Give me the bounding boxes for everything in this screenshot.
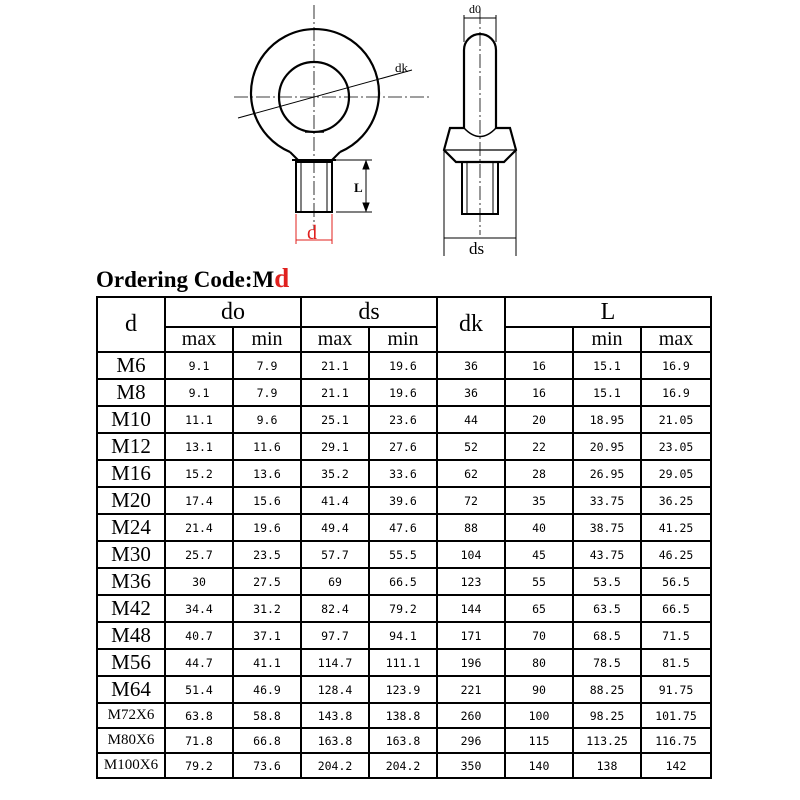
ds-max-cell: 128.4 bbox=[301, 676, 369, 703]
do-min-cell: 73.6 bbox=[233, 753, 301, 778]
L-nominal-cell: 40 bbox=[505, 514, 573, 541]
dk-cell: 44 bbox=[437, 406, 505, 433]
do-max-header: max bbox=[165, 327, 233, 352]
L-max-cell: 66.5 bbox=[641, 595, 711, 622]
ds-max-cell: 21.1 bbox=[301, 352, 369, 379]
do-min-cell: 9.6 bbox=[233, 406, 301, 433]
do-min-cell: 27.5 bbox=[233, 568, 301, 595]
L-nominal-cell: 55 bbox=[505, 568, 573, 595]
ds-min-header: min bbox=[369, 327, 437, 352]
label-d: d bbox=[307, 222, 317, 244]
L-max-cell: 56.5 bbox=[641, 568, 711, 595]
size-cell: M12 bbox=[97, 433, 165, 460]
table-row bbox=[97, 703, 711, 728]
table-row bbox=[97, 541, 711, 568]
L-min-cell: 38.75 bbox=[573, 514, 641, 541]
ds-min-cell: 79.2 bbox=[369, 595, 437, 622]
L-max-cell: 101.75 bbox=[641, 703, 711, 728]
do-min-cell: 19.6 bbox=[233, 514, 301, 541]
do-min-cell: 11.6 bbox=[233, 433, 301, 460]
do-max-cell: 79.2 bbox=[165, 753, 233, 778]
front-view bbox=[234, 5, 430, 244]
do-max-cell: 44.7 bbox=[165, 649, 233, 676]
do-min-header: min bbox=[233, 327, 301, 352]
dk-cell: 260 bbox=[437, 703, 505, 728]
L-nominal-header bbox=[505, 327, 573, 352]
label-ds: ds bbox=[469, 239, 485, 258]
L-max-cell: 21.05 bbox=[641, 406, 711, 433]
do-max-cell: 51.4 bbox=[165, 676, 233, 703]
side-view bbox=[444, 10, 516, 256]
L-min-cell: 15.1 bbox=[573, 379, 641, 406]
do-min-cell: 31.2 bbox=[233, 595, 301, 622]
spec-table-body bbox=[97, 352, 711, 778]
dk-cell: 296 bbox=[437, 728, 505, 753]
size-cell: M42 bbox=[97, 595, 165, 622]
ds-min-cell: 163.8 bbox=[369, 728, 437, 753]
do-min-cell: 41.1 bbox=[233, 649, 301, 676]
table-row bbox=[97, 728, 711, 753]
table-row bbox=[97, 622, 711, 649]
L-max-cell: 41.25 bbox=[641, 514, 711, 541]
L-nominal-cell: 22 bbox=[505, 433, 573, 460]
L-min-cell: 63.5 bbox=[573, 595, 641, 622]
ds-max-header: max bbox=[301, 327, 369, 352]
size-cell: M10 bbox=[97, 406, 165, 433]
subheader-row bbox=[97, 327, 711, 352]
ds-max-cell: 97.7 bbox=[301, 622, 369, 649]
ds-min-cell: 27.6 bbox=[369, 433, 437, 460]
L-nominal-cell: 65 bbox=[505, 595, 573, 622]
ds-max-cell: 25.1 bbox=[301, 406, 369, 433]
ds-min-cell: 111.1 bbox=[369, 649, 437, 676]
L-nominal-cell: 16 bbox=[505, 379, 573, 406]
ds-max-cell: 114.7 bbox=[301, 649, 369, 676]
col-L-header: L bbox=[505, 297, 711, 327]
L-max-cell: 91.75 bbox=[641, 676, 711, 703]
dk-cell: 52 bbox=[437, 433, 505, 460]
do-min-cell: 66.8 bbox=[233, 728, 301, 753]
L-nominal-cell: 16 bbox=[505, 352, 573, 379]
ds-min-cell: 47.6 bbox=[369, 514, 437, 541]
dk-cell: 144 bbox=[437, 595, 505, 622]
table-row bbox=[97, 460, 711, 487]
size-cell: M72X6 bbox=[97, 703, 165, 728]
ds-min-cell: 39.6 bbox=[369, 487, 437, 514]
L-nominal-cell: 28 bbox=[505, 460, 573, 487]
do-min-cell: 23.5 bbox=[233, 541, 301, 568]
L-min-cell: 20.95 bbox=[573, 433, 641, 460]
ds-max-cell: 35.2 bbox=[301, 460, 369, 487]
L-min-cell: 98.25 bbox=[573, 703, 641, 728]
size-cell: M80X6 bbox=[97, 728, 165, 753]
L-min-cell: 68.5 bbox=[573, 622, 641, 649]
ds-min-cell: 23.6 bbox=[369, 406, 437, 433]
L-min-cell: 18.95 bbox=[573, 406, 641, 433]
label-d0: d0 bbox=[469, 2, 481, 16]
ordering-code-variable: d bbox=[274, 263, 290, 293]
table-row bbox=[97, 595, 711, 622]
table-row bbox=[97, 487, 711, 514]
size-cell: M16 bbox=[97, 460, 165, 487]
L-max-cell: 46.25 bbox=[641, 541, 711, 568]
do-min-cell: 37.1 bbox=[233, 622, 301, 649]
dk-cell: 350 bbox=[437, 753, 505, 778]
ordering-code-title bbox=[96, 263, 289, 294]
ds-max-cell: 82.4 bbox=[301, 595, 369, 622]
label-L: L bbox=[354, 180, 363, 195]
do-min-cell: 7.9 bbox=[233, 352, 301, 379]
table-row bbox=[97, 352, 711, 379]
dk-cell: 171 bbox=[437, 622, 505, 649]
do-max-cell: 25.7 bbox=[165, 541, 233, 568]
L-nominal-cell: 140 bbox=[505, 753, 573, 778]
L-nominal-cell: 20 bbox=[505, 406, 573, 433]
do-max-cell: 15.2 bbox=[165, 460, 233, 487]
do-min-cell: 15.6 bbox=[233, 487, 301, 514]
do-max-cell: 17.4 bbox=[165, 487, 233, 514]
do-max-cell: 11.1 bbox=[165, 406, 233, 433]
size-cell: M100X6 bbox=[97, 753, 165, 778]
L-max-cell: 81.5 bbox=[641, 649, 711, 676]
dk-cell: 123 bbox=[437, 568, 505, 595]
size-cell: M6 bbox=[97, 352, 165, 379]
dk-cell: 196 bbox=[437, 649, 505, 676]
dk-cell: 62 bbox=[437, 460, 505, 487]
do-max-cell: 71.8 bbox=[165, 728, 233, 753]
L-max-cell: 16.9 bbox=[641, 379, 711, 406]
table-row bbox=[97, 433, 711, 460]
table-row bbox=[97, 753, 711, 778]
size-cell: M48 bbox=[97, 622, 165, 649]
size-cell: M24 bbox=[97, 514, 165, 541]
L-nominal-cell: 100 bbox=[505, 703, 573, 728]
L-min-cell: 26.95 bbox=[573, 460, 641, 487]
L-nominal-cell: 115 bbox=[505, 728, 573, 753]
spec-table bbox=[96, 296, 712, 779]
L-min-cell: 113.25 bbox=[573, 728, 641, 753]
table-row bbox=[97, 649, 711, 676]
dk-cell: 104 bbox=[437, 541, 505, 568]
L-max-cell: 116.75 bbox=[641, 728, 711, 753]
dk-cell: 36 bbox=[437, 352, 505, 379]
ds-max-cell: 69 bbox=[301, 568, 369, 595]
do-min-cell: 13.6 bbox=[233, 460, 301, 487]
ds-max-cell: 21.1 bbox=[301, 379, 369, 406]
ds-min-cell: 123.9 bbox=[369, 676, 437, 703]
L-max-header: max bbox=[641, 327, 711, 352]
L-min-cell: 43.75 bbox=[573, 541, 641, 568]
ordering-code-label: Ordering Code:M bbox=[96, 267, 275, 292]
col-d-header: d bbox=[97, 297, 165, 352]
L-max-cell: 16.9 bbox=[641, 352, 711, 379]
ds-max-cell: 163.8 bbox=[301, 728, 369, 753]
table-row bbox=[97, 379, 711, 406]
table-row bbox=[97, 406, 711, 433]
ds-max-cell: 204.2 bbox=[301, 753, 369, 778]
table-row bbox=[97, 568, 711, 595]
L-min-cell: 53.5 bbox=[573, 568, 641, 595]
eye-bolt-drawing bbox=[0, 0, 800, 265]
L-max-cell: 71.5 bbox=[641, 622, 711, 649]
do-min-cell: 46.9 bbox=[233, 676, 301, 703]
L-min-cell: 15.1 bbox=[573, 352, 641, 379]
L-nominal-cell: 90 bbox=[505, 676, 573, 703]
ds-max-cell: 41.4 bbox=[301, 487, 369, 514]
do-max-cell: 9.1 bbox=[165, 352, 233, 379]
size-cell: M30 bbox=[97, 541, 165, 568]
dk-cell: 221 bbox=[437, 676, 505, 703]
do-max-cell: 30 bbox=[165, 568, 233, 595]
ds-min-cell: 19.6 bbox=[369, 379, 437, 406]
ds-min-cell: 55.5 bbox=[369, 541, 437, 568]
size-cell: M64 bbox=[97, 676, 165, 703]
L-nominal-cell: 80 bbox=[505, 649, 573, 676]
size-cell: M56 bbox=[97, 649, 165, 676]
ds-min-cell: 138.8 bbox=[369, 703, 437, 728]
do-max-cell: 21.4 bbox=[165, 514, 233, 541]
ds-max-cell: 29.1 bbox=[301, 433, 369, 460]
L-min-header: min bbox=[573, 327, 641, 352]
ds-min-cell: 33.6 bbox=[369, 460, 437, 487]
ds-max-cell: 57.7 bbox=[301, 541, 369, 568]
ds-max-cell: 143.8 bbox=[301, 703, 369, 728]
do-max-cell: 9.1 bbox=[165, 379, 233, 406]
ds-max-cell: 49.4 bbox=[301, 514, 369, 541]
label-dk: dk bbox=[395, 60, 408, 75]
L-min-cell: 138 bbox=[573, 753, 641, 778]
L-min-cell: 78.5 bbox=[573, 649, 641, 676]
L-max-cell: 142 bbox=[641, 753, 711, 778]
L-max-cell: 36.25 bbox=[641, 487, 711, 514]
header-row bbox=[97, 297, 711, 327]
L-max-cell: 29.05 bbox=[641, 460, 711, 487]
ds-min-cell: 94.1 bbox=[369, 622, 437, 649]
table-row bbox=[97, 514, 711, 541]
L-nominal-cell: 35 bbox=[505, 487, 573, 514]
size-cell: M20 bbox=[97, 487, 165, 514]
do-max-cell: 34.4 bbox=[165, 595, 233, 622]
do-max-cell: 13.1 bbox=[165, 433, 233, 460]
L-nominal-cell: 45 bbox=[505, 541, 573, 568]
do-min-cell: 7.9 bbox=[233, 379, 301, 406]
do-min-cell: 58.8 bbox=[233, 703, 301, 728]
col-do-header: do bbox=[165, 297, 301, 327]
table-row bbox=[97, 676, 711, 703]
L-max-cell: 23.05 bbox=[641, 433, 711, 460]
size-cell: M8 bbox=[97, 379, 165, 406]
do-max-cell: 40.7 bbox=[165, 622, 233, 649]
L-nominal-cell: 70 bbox=[505, 622, 573, 649]
L-min-cell: 33.75 bbox=[573, 487, 641, 514]
dk-cell: 88 bbox=[437, 514, 505, 541]
ds-min-cell: 66.5 bbox=[369, 568, 437, 595]
ds-min-cell: 19.6 bbox=[369, 352, 437, 379]
dk-cell: 36 bbox=[437, 379, 505, 406]
dk-cell: 72 bbox=[437, 487, 505, 514]
col-ds-header: ds bbox=[301, 297, 437, 327]
ds-min-cell: 204.2 bbox=[369, 753, 437, 778]
col-dk-header: dk bbox=[437, 297, 505, 352]
size-cell: M36 bbox=[97, 568, 165, 595]
L-min-cell: 88.25 bbox=[573, 676, 641, 703]
do-max-cell: 63.8 bbox=[165, 703, 233, 728]
